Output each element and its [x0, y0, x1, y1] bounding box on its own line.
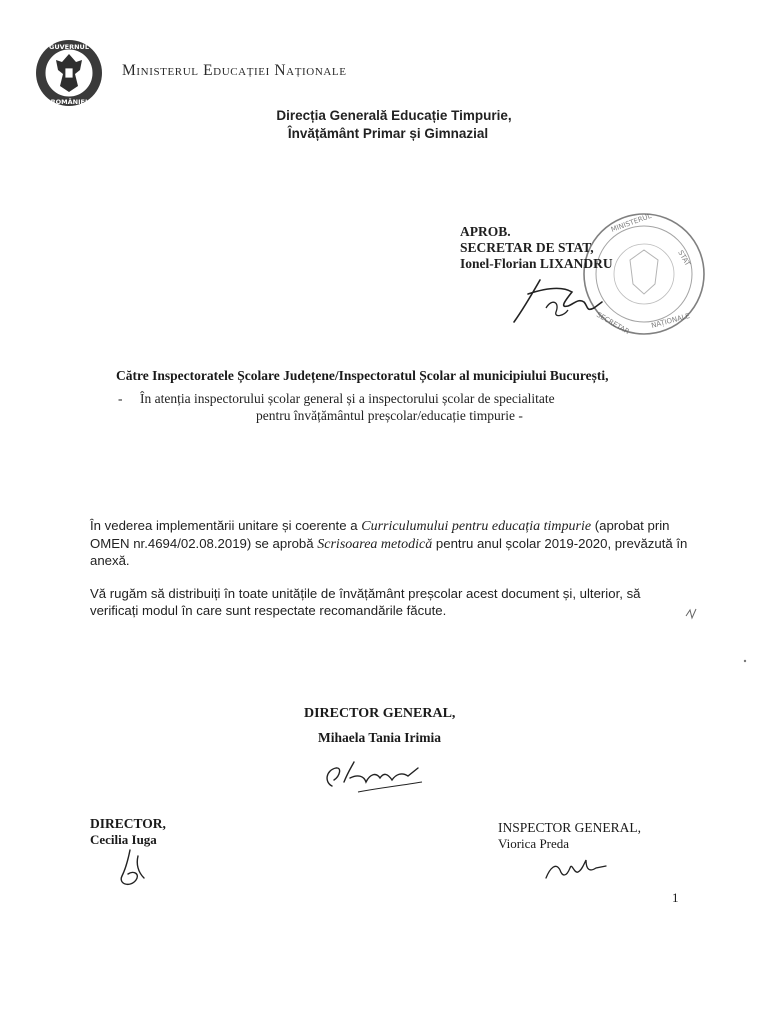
state-secretary-signature-icon — [506, 272, 606, 328]
direction-line-2: Învățământ Primar și Gimnazial — [287, 126, 489, 141]
curriculum-title: Curriculumului pentru educația timpurie — [361, 519, 592, 534]
director-general-title: DIRECTOR GENERAL, — [304, 706, 456, 721]
inspector-general-signature-icon — [540, 848, 610, 888]
approval-block — [460, 224, 613, 272]
svg-text:STAT: STAT — [676, 249, 692, 268]
recipient-line: Către Inspectoratele Școlare Județene/Inspectoratul Școlar al municipiului București, — [116, 368, 609, 383]
svg-text:MINISTERUL: MINISTERUL — [609, 211, 653, 234]
methodical-letter-title: Scrisoarea metodică — [317, 536, 433, 552]
attention-line-2: pentru învățământul preșcolar/educație timpurie - — [256, 408, 523, 423]
director-signature-icon — [108, 846, 154, 890]
attention-line-1: În atenția inspectorului școlar general și a inspectorului școlar de specialitate — [140, 391, 555, 406]
svg-text:ROMÂNIEI: ROMÂNIEI — [50, 98, 88, 106]
approval-name: Ionel-Florian LIXANDRU — [460, 256, 613, 271]
inspector-general-name: Viorica Preda — [498, 836, 570, 851]
inspector-general-title: INSPECTOR GENERAL, — [498, 820, 642, 835]
svg-text:GUVERNUL: GUVERNUL — [49, 43, 89, 51]
margin-mark-icon — [684, 606, 700, 620]
director-general-name: Mihaela Tania Irimia — [318, 730, 442, 745]
margin-dot-icon — [742, 658, 748, 664]
p1-text-b: (aprobat prin OMEN nr.4694/02.08.2019) se aprobă — [90, 518, 670, 551]
ministry-name: Ministerul Educației Naționale — [122, 62, 347, 79]
director-general-signature-icon — [318, 752, 430, 796]
approval-role: SECRETAR DE STAT, — [460, 240, 594, 255]
government-seal-icon — [34, 38, 104, 108]
page-number: 1 — [672, 890, 679, 905]
svg-text:NAȚIONALE: NAȚIONALE — [650, 311, 691, 330]
approval-label: APROB. — [460, 224, 511, 239]
attention-dash: - — [118, 391, 123, 406]
p1-text-a: În vederea implementării unitare și coerente a — [90, 518, 362, 533]
body-paragraph-2: Vă rugăm să distribuiți în toate unitățile de învățământ preșcolar acest document și, ulterior, să verificați modul în care sunt respectate recomandările făcute. — [90, 586, 641, 618]
direction-line-1: Direcția Generală Educație Timpurie, — [276, 108, 512, 123]
p1-text-c: pentru anul școlar 2019-2020, prevăzută în anexă. — [90, 535, 688, 568]
svg-text:SECRETAR: SECRETAR — [595, 310, 631, 336]
director-title: DIRECTOR, — [90, 816, 166, 831]
director-name: Cecilia Iuga — [90, 832, 157, 847]
body-paragraph-1 — [90, 518, 690, 570]
